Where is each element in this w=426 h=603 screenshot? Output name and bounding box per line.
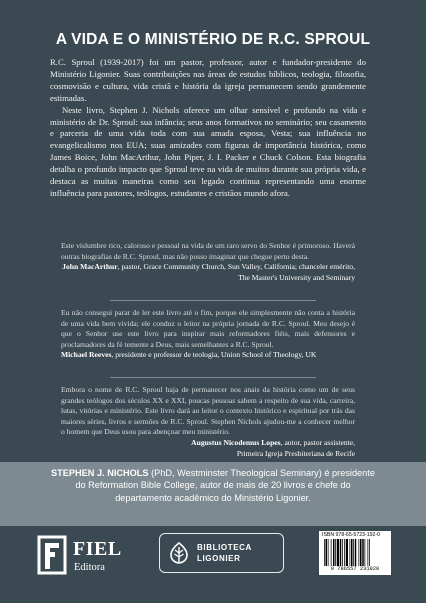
endorser-church: Primeira Igreja Presbiteriana de Recife — [236, 448, 355, 458]
endorser-name: Augustus Nicodemus Lopes — [191, 437, 281, 447]
author-description: (PhD, Westminster Theological Seminary) é presidente do Reformation Bible College, autor de mais de 20 livros e chefe do departamento acadêmico do Ministério Ligonier. — [75, 468, 375, 503]
synopsis-paragraph: Neste livro, Stephen J. Nichols oferece um olhar sensível e profundo na vida e ministério de Dr. Sproul: sua infância; seus anos formativos no seminário; seu casamento e parceria de uma vida toda com sua amada esposa, Vesta; sua influência no evangelicalismo nos EUA; suas amizades com figuras de importância histórica, como James Boice, John MacArthur, John Piper, J. I. Packer e Chuck Colson. Esta biografia detalha o profundo impacto que Sproul teve na vida de muitos durante sua própria vida, e destaca as muitas maneiras como seu legado continua representando uma enorme influência para pastores, teólogos, estudantes e cristãos mundo afora. — [50, 104, 366, 198]
synopsis-paragraph: R.C. Sproul (1939-2017) foi um pastor, professor, autor e fundador-presidente do Ministério Ligonier. Suas contribuições nas áreas de estudos bíblicos, teologia, filosofia, cosmovisão e cultura, vida cristã e história da igreja permanecem sendo grandemente estimadas. — [50, 57, 366, 103]
endorser-role: , pastor, Grace Community Church, Sun Valley, California; chanceler emérito, The Master's University and Seminary — [117, 262, 355, 282]
divider — [110, 300, 316, 301]
back-cover-title: A VIDA E O MINISTÉRIO DE R.C. SPROUL — [55, 31, 371, 48]
endorsement-attribution — [61, 350, 355, 361]
endorsement-macarthur — [61, 241, 355, 283]
barcode-bars-icon — [324, 539, 386, 566]
barcode-number: 9 786557 231920 — [330, 566, 380, 572]
endorsement-attribution — [61, 438, 355, 449]
author-bio — [48, 467, 378, 504]
endorser-name: John MacArthur — [62, 262, 118, 272]
fiel-mark-icon — [37, 535, 67, 575]
ligonier-leaf-icon — [169, 542, 189, 564]
author-name: STEPHEN J. NICHOLS — [51, 468, 149, 478]
synopsis — [50, 57, 366, 200]
endorsement-lopes — [61, 385, 355, 459]
publisher-name: FIEL — [73, 538, 122, 560]
imprint-name — [197, 543, 252, 564]
divider — [110, 377, 316, 378]
endorsement-quote: Eu não consegui parar de ler este livro até o fim, porque ele simplesmente não conta a história de uma vida bem vivida; ele conduz o leitor na própria jornada de R.C. Sproul. Meu desejo é que o Senhor use este livro para inspirar mais reformadores fiéis, mais defensores e proclamadores da fé temente a Deus, mais semelhantes a R.C. Sproul. — [61, 308, 355, 349]
endorsement-attribution — [61, 262, 355, 283]
endorsement-reeves — [61, 308, 355, 361]
imprint-line-1: BIBLIOTECA — [197, 543, 252, 552]
barcode — [319, 531, 391, 575]
endorser-role: , autor, pastor assistente, — [280, 437, 355, 447]
imprint-line-2: LIGONIER — [197, 553, 241, 563]
biblioteca-ligonier-logo — [159, 533, 284, 573]
publisher-subtitle: Editora — [74, 562, 105, 573]
fiel-logo — [37, 535, 122, 581]
endorser-name: Michael Reeves — [61, 350, 112, 360]
endorsement-quote: Embora o nome de R.C. Sproul haja de permanecer nos anais da história como um de seus grandes teólogos dos séculos XX e XXI, poucas pessoas sabem a respeito de sua vida, carreira, lutas, vitórias e ministério. Este livro dará ao leitor o contexto histórico e espiritual por trás das maiores séries, livros e sermões de R.C. Sproul. Stephen Nichols ajudou-me a conhecer melhor o homem que Deus usou para abençoar meu ministério. — [61, 385, 355, 437]
isbn-label: ISBN 978-65-5723-192-0 — [322, 532, 380, 538]
endorsement-quote: Este vislumbre rico, caloroso e pessoal na vida de um raro servo do Senhor é primoroso. Haverá outras biografias de R.C. Sproul, mas não posso imaginar que chegue perto desta. — [61, 241, 355, 261]
endorser-role: , presidente e professor de teologia, Union School of Theology, UK — [111, 350, 317, 360]
